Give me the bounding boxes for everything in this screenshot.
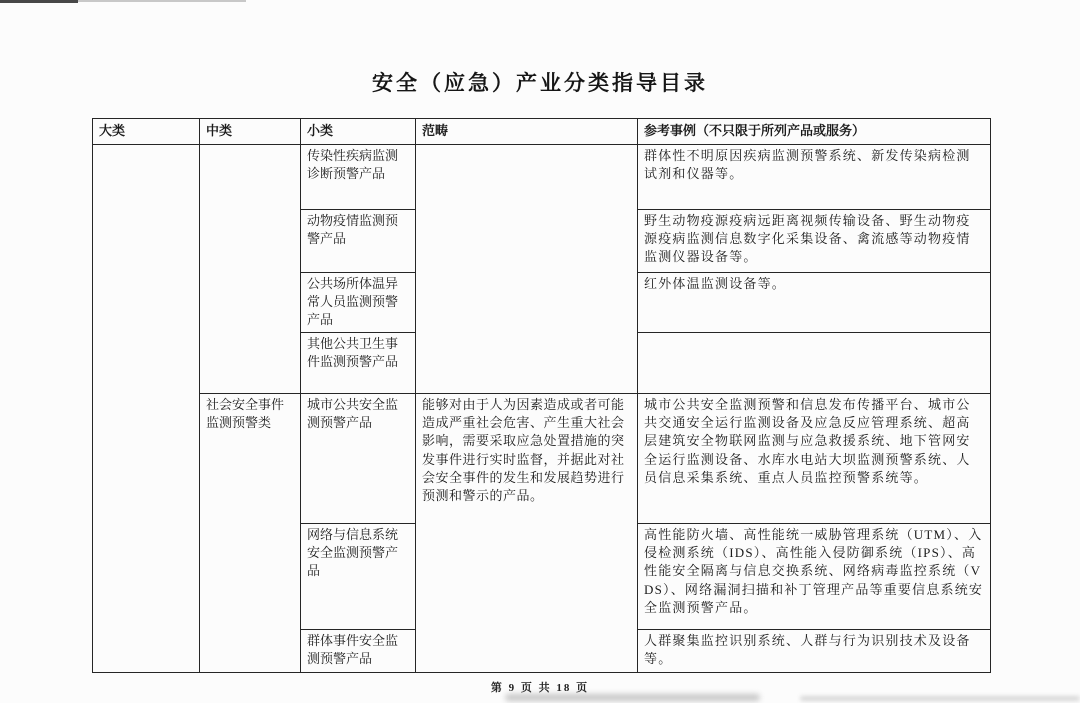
cell-fanchou-section2: 能够对由于人为因素造成或者可能造成严重社会危害、产生重大社会影响，需要采取应急处置措施的突发事件进行实时监督，并据此对社会安全事件的发生和发展趋势进行预测和警示的产品。 — [416, 394, 638, 673]
table-header-row — [93, 119, 991, 145]
col-header-dalei: 大类 — [93, 119, 200, 145]
col-header-xiaolei: 小类 — [301, 119, 416, 145]
cell-xiaolei: 网络与信息系统安全监测预警产品 — [301, 524, 416, 630]
cell-dalei — [93, 145, 200, 673]
cell-examples — [638, 333, 991, 394]
scan-artifact-bottom-dots — [800, 696, 1080, 701]
table-row — [93, 394, 991, 524]
cell-xiaolei: 动物疫情监测预警产品 — [301, 210, 416, 273]
cell-examples: 群体性不明原因疾病监测预警系统、新发传染病检测试剂和仪器等。 — [638, 145, 991, 210]
page-footer: 第 9 页 共 18 页 — [490, 682, 590, 694]
cell-zhonglei-section1 — [200, 145, 301, 394]
cell-examples: 城市公共安全监测预警和信息发布传播平台、城市公共交通安全运行监测设备及应急反应管理系统、超高层建筑安全物联网监测与应急救援系统、地下管网安全运行监测设备、水库水电站大坝监测预警系统、人员信息采集系统、重点人员监控预警系统等。 — [638, 394, 991, 524]
scan-artifact-bottom-smudge — [505, 694, 760, 701]
cell-examples: 人群聚集监控识别系统、人群与行为识别技术及设备等。 — [638, 630, 991, 673]
col-header-examples: 参考事例（不只限于所列产品或服务） — [638, 119, 991, 145]
scan-artifact-top-light — [78, 0, 246, 2]
catalog-table — [92, 118, 991, 673]
col-header-fanchou: 范畴 — [416, 119, 638, 145]
cell-xiaolei: 群体事件安全监测预警产品 — [301, 630, 416, 673]
cell-xiaolei: 其他公共卫生事件监测预警产品 — [301, 333, 416, 394]
col-header-zhonglei: 中类 — [200, 119, 301, 145]
table-row — [93, 145, 991, 210]
cell-zhonglei-section2: 社会安全事件监测预警类 — [200, 394, 301, 673]
page-title: 安全（应急）产业分类指导目录 — [372, 71, 708, 95]
cell-examples: 野生动物疫源疫病远距离视频传输设备、野生动物疫源疫病监测信息数字化采集设备、禽流感等动物疫情监测仪器设备等。 — [638, 210, 991, 273]
scan-artifact-top-dark — [0, 0, 78, 3]
cell-xiaolei: 公共场所体温异常人员监测预警产品 — [301, 273, 416, 333]
cell-xiaolei: 传染性疾病监测诊断预警产品 — [301, 145, 416, 210]
cell-xiaolei: 城市公共安全监测预警产品 — [301, 394, 416, 524]
cell-examples: 红外体温监测设备等。 — [638, 273, 991, 333]
cell-examples: 高性能防火墙、高性能统一威胁管理系统（UTM）、入侵检测系统（IDS）、高性能入侵防御系统（IPS）、高性能安全隔离与信息交换系统、网络病毒监控系统（VDS）、网络漏洞扫描和补丁管理产品等重要信息系统安全监测预警产品。 — [638, 524, 991, 630]
cell-fanchou-section1 — [416, 145, 638, 394]
